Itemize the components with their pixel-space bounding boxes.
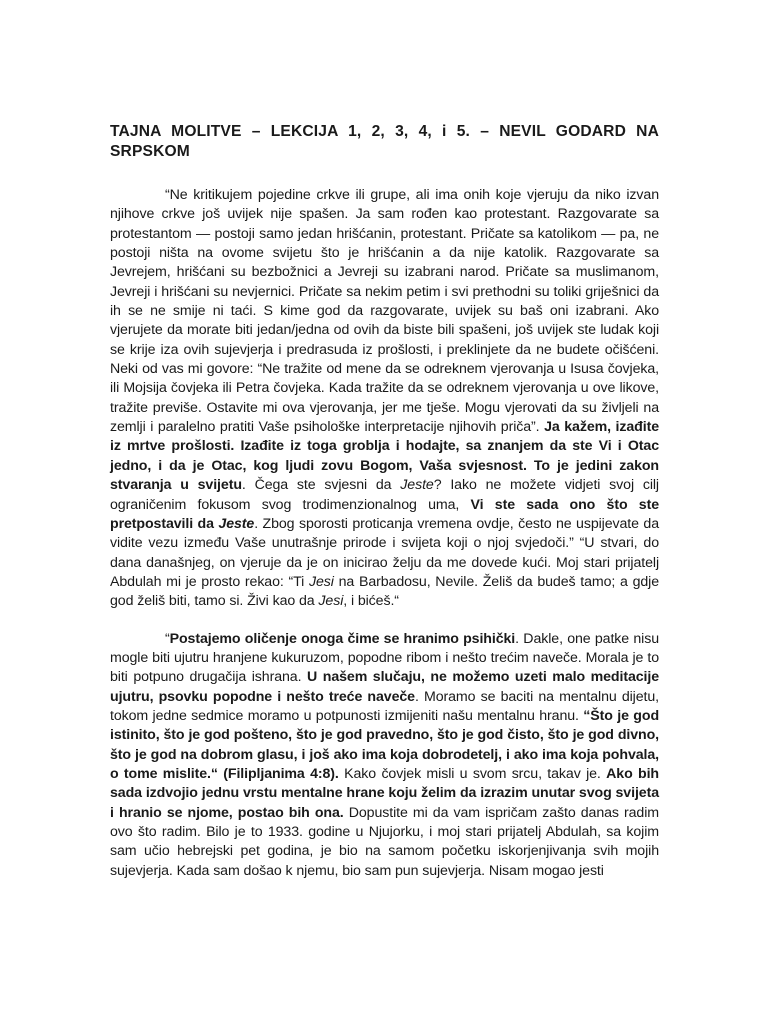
paragraph-2 <box>110 630 659 881</box>
text-segment: . Moramo se baciti na mentalnu dijetu, tokom jedne sedmice moramo u potpunosti izmijeniti našu mentalnu hranu. <box>110 688 660 724</box>
paragraph-1 <box>110 186 659 612</box>
document-title: TAJNA MOLITVE – LEKCIJA 1, 2, 3, 4, i 5. – NEVIL GODARD NA SRPSKOM <box>110 123 659 160</box>
text-segment: . Dakle, one patke nisu mogle biti ujutru hranjene kukuruzom, popodne ribom i nešto trećim naveče. Morala je to biti potpuno drugačija ishrana. <box>110 630 659 686</box>
text-segment: “Ne kritikujem pojedine crkve ili grupe, ali ima onih koje vjeruju da niko izvan njihove crkve još uvijek nije spašen. Ja sam rođen kao protestant. Razgovarate sa protestantom — postoji samo jedan hrišćanin, protestant. Pričate sa katolikom — pa, ne postoji ništa na ovome svijetu što je hrišćanin a da nije katolik. Razgovarate sa Jevrejem, hrišćani su bezbožnici a Jevreji su izabrani narod. Pričate sa muslimanom, Jevreji i hrišćani su nevjernici. Pričate sa nekim petim i svi prethodni su toliki griješnici da ih se ne smije ni taći. S kime god da razgovarate, uvijek su baš oni izabrani. Ako vjerujete da morate biti jedan/jedna od ovih da biste bili spašeni, još uvijek ste ludak koji se krije iza ovih sujevjerja i predrasuda iz prošlosti, i preklinjete da ne budete očišćeni. Neki od vas mi govore: “Ne tražite od mene da se odreknem vjerovanja u Isusa čovjeka, ili Mojsija čovjeka ili Petra čovjeka. Kada tražite da se odreknem vjerovanja u ove likove, tražite previše. Ostavite mi ova vjerovanja, jer me tješe. Mogu vjerovati da su življeli na zemlji i paralelno pratiti Vaše psihološke interpretacije njihovih priča”. <box>110 187 659 436</box>
text-segment: Jesi <box>318 593 344 610</box>
text-segment: Dopustite mi da vam ispričam zašto danas radim ovo što radim. Bilo je to 1933. godine u Njujorku, i moj stari prijatelj Abdulah, sa kojim sam učio hebrejski pet godina, je bio na samom početku iskorjenjivanja svih mojih sujevjerja. Kada sam došao k njemu, bio sam pun sujevjerja. Nisam mogao jesti <box>110 804 659 879</box>
text-segment: , i bićeš.“ <box>343 593 399 610</box>
text-segment: . Zbog sporosti proticanja vremena ovdje, često ne uspijevate da vidite vezu između Vaše unutrašnje prirode i svijeta koji o njoj svjedoči.” “U stvari, do dana današnjeg, on vjeruje da je on inicirao želju da me dovede kući. Moj stari prijatelj Abdulah mi je prosto rekao: “Ti <box>110 515 659 590</box>
text-segment: Jeste <box>400 477 434 494</box>
text-segment: Jesi <box>309 573 334 590</box>
text-segment: ? Iako ne možete vidjeti svoj cilj ograničenim fokusom svog trodimenzionalnog uma, <box>110 477 659 513</box>
text-segment: Postajemo oličenje onoga čime se hranimo psihički <box>169 630 516 647</box>
document-page <box>110 122 659 881</box>
text-segment: “ <box>165 630 170 647</box>
text-segment: Ja kažem, izađite iz mrtve prošlosti. Izađite iz toga groblja i hodajte, sa znanjem da ste Vi i Otac jedno, i da je Otac, kog ljudi zovu Bogom, Vaša svjesnost. To je jedini zakon stvaranja u svijetu <box>110 419 660 494</box>
text-segment: na Barbadosu, Nevile. Želiš da budeš tamo; a gdje god želiš biti, tamo si. Živi kao da <box>110 573 659 610</box>
text-segment: “Što je god istinito, što je god pošteno, što je god pravedno, što je god čisto, što je god divno, što je god na dobrom glasu, i još ako ima koja dobrodetelj, i ako ima koja pohvala, o tome mislite.“ (Filipljanima 4:8). <box>110 707 660 782</box>
text-segment: U našem slučaju, ne možemo uzeti malo meditacije ujutru, psovku popodne i nešto treće naveče <box>110 669 659 705</box>
text-segment: Vi ste sada ono što ste pretpostavili da <box>110 496 660 532</box>
text-segment: Kako čovjek misli u svom srcu, takav je. <box>338 765 607 782</box>
text-segment: Jeste <box>218 515 255 532</box>
text-segment: . Čega ste svjesni da <box>241 477 401 494</box>
text-segment: Ako bih sada izdvojio jednu vrstu mentalne hrane koju želim da izrazim unutar svog svijeta i hranio se njome, postao bih ona. <box>110 765 659 821</box>
